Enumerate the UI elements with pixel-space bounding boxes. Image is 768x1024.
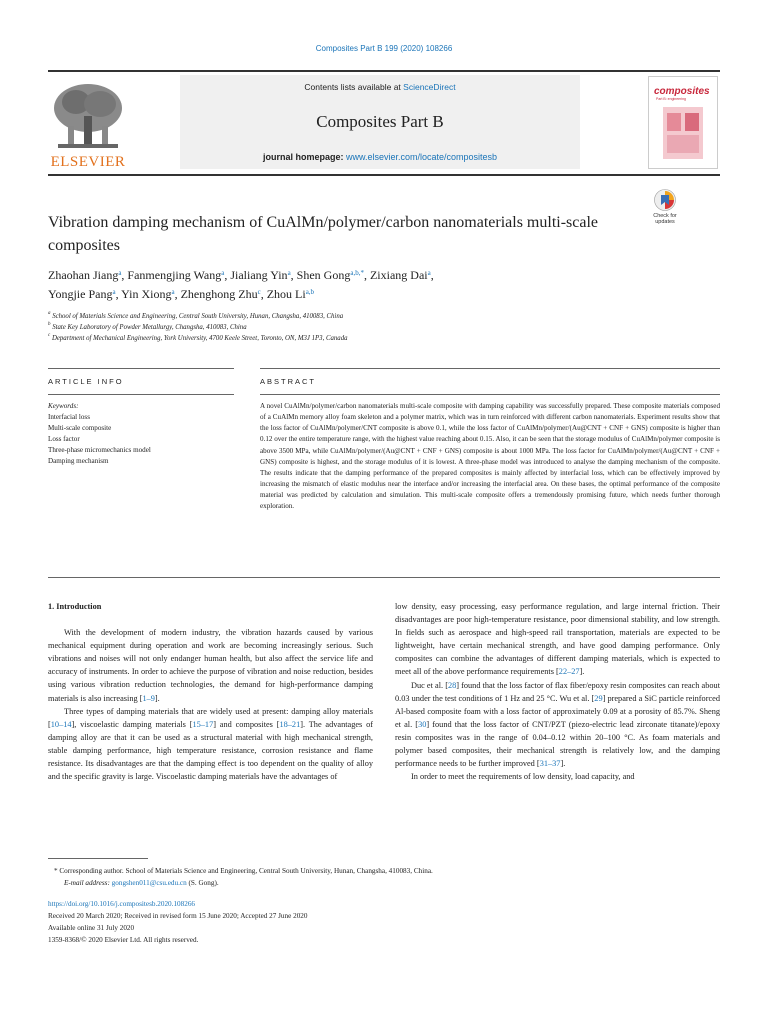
journal-masthead bbox=[48, 70, 720, 176]
masthead-center-panel bbox=[180, 75, 580, 169]
abstract-text: A novel CuAlMn/polymer/carbon nanomaterials multi-scale composite with damping capability was successfully prepared. These composite materials composed of a CuAlMn memory alloy foam skeleton and a polymer matrix, which was in turn reinforced with different carbon nanomaterials. Experiment results show that the loss factor of CuAlMn/polymer/CNT composite is above 0.1, while the loss factor of CuAlMn/polymer/(Au@CNT + CNF + GNS) composite is higher than 0.12 over the entire temperature range, with the highest value reaching about 0.15. Also, it can be seen that the storage modulus of CuAlMn/polymer composite is above 3500 MPa, while CuAlMn/polymer/(Au@CNT + CNF + GNS) composite is about 1000 MPa. The loss factor for CuAlMn/polymer/(Au@CNT + CNF + GNS) composite is highest, and the storage modulus of it is lowest. A three-phase model was introduced to analyse the damping mechanism of the composite. The results indicate that the damping performance of the prepared composites is mainly affected by interfacial loss, which can be effectively improved by increasing the mismatch of elastic modulus near the interface and/or increasing the interfacial area. On these bases, the optimal performance of the composite material was predicted by calculation and simulation. This multi-scale composite offers a tremendously promising future, which needs further thorough exploration. bbox=[260, 402, 720, 511]
author-affil-sup[interactable]: a,b bbox=[305, 288, 315, 296]
citation-link[interactable]: 28 bbox=[447, 680, 457, 690]
journal-reference[interactable] bbox=[0, 44, 768, 53]
check-updates-label-1: Check for bbox=[653, 213, 677, 219]
journal-reference-link[interactable]: Composites Part B 199 (2020) 108266 bbox=[315, 44, 453, 53]
cover-subtitle: Part B: engineering bbox=[656, 97, 686, 101]
abstract-heading: ABSTRACT bbox=[260, 377, 317, 386]
paragraph: Three types of damping materials that are widely used at present: damping alloy materials [10–14], viscoelastic damping materials [15–17] and composites [18–21]. The advantages of damping alloy are that it can be used as a structural material with high mechanical strength, stable damping performance, high temperature resistance, corrosion resistance and flame resistance. Its disadvantages are that the damping effect is too dependent on the quality of alloy and the specific gravity is large. Viscoelastic damping materials have the advantages of bbox=[48, 706, 373, 782]
citation-link[interactable]: 1–9 bbox=[142, 693, 155, 703]
author-affil-sup[interactable]: a bbox=[171, 288, 175, 296]
email-note: E-mail address: gongshen011@csu.edu.cn (S. Gong). bbox=[64, 879, 219, 887]
paragraph: In order to meet the requirements of low density, load capacity, and bbox=[411, 772, 635, 782]
citation-link[interactable]: 31–37 bbox=[539, 759, 561, 769]
divider bbox=[48, 577, 720, 578]
doi-link[interactable]: https://doi.org/10.1016/j.compositesb.2020.108266 bbox=[48, 900, 196, 908]
doi-line bbox=[48, 899, 708, 911]
author-name[interactable]: Yin Xiong bbox=[121, 287, 172, 301]
divider bbox=[260, 368, 720, 369]
author-affil-sup[interactable]: a bbox=[287, 269, 291, 277]
author-affil-sup[interactable]: a bbox=[221, 269, 225, 277]
check-updates-icon bbox=[654, 189, 676, 211]
author-name[interactable]: Yongjie Pang bbox=[48, 287, 113, 301]
journal-homepage-link[interactable]: www.elsevier.com/locate/compositesb bbox=[345, 152, 498, 162]
journal-homepage-line: journal homepage: www.elsevier.com/locate/compositesb bbox=[262, 152, 498, 162]
citation-link[interactable]: 30 bbox=[418, 719, 427, 729]
body-right-column bbox=[395, 600, 720, 783]
paragraph: low density, easy processing, easy performance regulation, and large internal friction. Their disadvantages are poor high-temperature resistance, poor dimensional stability, and low strength. In fields such as aerospace and high-speed rail transportation, materials are expected to be lightweight, have certain mechanical strength, and have good damping performance. Only composites can combine the advantages of different damping materials, which is expected to meet all of the above performance requirements [22–27]. bbox=[395, 602, 720, 677]
keyword-item: Damping mechanism bbox=[48, 457, 109, 465]
received-dates: Received 20 March 2020; Received in revised form 15 June 2020; Accepted 27 June 2020 bbox=[48, 912, 308, 920]
keywords-label: Keywords: bbox=[48, 402, 79, 410]
keyword-item: Interfacial loss bbox=[48, 413, 90, 421]
cover-title: composites bbox=[654, 86, 710, 97]
corresponding-author-note: * Corresponding author. School of Materials Science and Engineering, Central South University, Hunan, Changsha, 410083, China. bbox=[54, 867, 433, 875]
author-affil-sup[interactable]: a,b,* bbox=[350, 269, 364, 277]
keyword-item: Loss factor bbox=[48, 435, 80, 443]
author-affil-sup[interactable]: c bbox=[257, 288, 261, 296]
footnote-divider bbox=[48, 858, 148, 859]
body-left-column bbox=[48, 600, 373, 783]
keywords-list bbox=[48, 401, 228, 467]
paragraph: Duc et al. [28] found that the loss factor of flax fiber/epoxy resin composites can reach about 0.03 under the test conditions of 1 Hz and 25 °C. Wu et al. [29] prepared a SiC particle reinforced Al-based composite foam with a loss factor of approximately 0.09 at a porosity of 85.7%. Sheng et al. [30] found that the loss factor of CNT/PZT (piezo-electric lead zirconate titanate)/epoxy resin composites was in the range of 0.04–0.12 within 20–100 °C. As foam materials and polymer based composites, their mechanical strength is relatively low, and the damping performance needs to be further improved [31–37]. bbox=[395, 680, 721, 769]
check-updates-label-2: updates bbox=[655, 219, 675, 225]
check-for-updates-badge[interactable] bbox=[648, 189, 682, 229]
asterisk-marker: * bbox=[54, 867, 58, 875]
article-info-heading: ARTICLE INFO bbox=[48, 377, 124, 386]
citation-link[interactable]: 29 bbox=[594, 693, 603, 703]
citation-link[interactable]: 15–17 bbox=[192, 719, 214, 729]
section-heading-introduction: 1. Introduction bbox=[48, 602, 102, 611]
author-name[interactable]: Zhenghong Zhu bbox=[180, 287, 258, 301]
author-name[interactable]: Shen Gong bbox=[296, 268, 351, 282]
author-line-1: Zhaohan Jiang$^a$, Fanmengjing Wang$^a$, Jialiang Yin$^a$, Shen Gong$^{a,b,*}$, Zixiang Dai$^a$, bbox=[48, 268, 434, 282]
author-name[interactable]: Zhou Li bbox=[266, 287, 306, 301]
sciencedirect-link[interactable]: ScienceDirect bbox=[403, 82, 456, 92]
citation-link[interactable]: 18–21 bbox=[279, 719, 301, 729]
article-title: Vibration damping mechanism of CuAlMn/polymer/carbon nanomaterials multi-scale composites bbox=[48, 214, 599, 254]
author-name[interactable]: Zixiang Dai bbox=[369, 268, 428, 282]
author-name[interactable]: Jialiang Yin bbox=[230, 268, 288, 282]
citation-link[interactable]: 22–27 bbox=[558, 667, 580, 677]
elsevier-wordmark: ELSEVIER bbox=[50, 154, 126, 170]
author-affil-sup[interactable]: a bbox=[427, 269, 431, 277]
citation-link[interactable]: 10–14 bbox=[50, 719, 72, 729]
paragraph: With the development of modern industry, the vibration hazards caused by various mechanical equipment during operation and work are becoming increasingly serious. Such vibrations and noises will not only endanger human health, but also affect the service life and accuracy of instruments. In order to achieve the purpose of vibration and noise reduction, besides using various vibration reduction technologies, the demand for high-performance damping materials is also increasing [1–9]. bbox=[48, 628, 373, 703]
keyword-item: Three-phase micromechanics model bbox=[48, 446, 151, 454]
contents-line: Contents lists available at ScienceDirect bbox=[304, 82, 456, 92]
journal-title: Composites Part B bbox=[316, 112, 444, 131]
journal-cover-thumbnail[interactable] bbox=[648, 76, 718, 169]
divider bbox=[48, 368, 234, 369]
copyright-line: 1359-8368/© 2020 Elsevier Ltd. All rights reserved. bbox=[48, 936, 199, 944]
available-online: Available online 31 July 2020 bbox=[48, 924, 135, 932]
author-affil-sup[interactable]: a bbox=[118, 269, 122, 277]
affiliation-c: $^c$ Department of Mechanical Engineering, York University, 4700 Keele Street, Toronto, ON, M3J 1P3, Canada bbox=[48, 333, 348, 342]
author-name[interactable]: Fanmengjing Wang bbox=[127, 268, 222, 282]
keyword-item: Multi-scale composite bbox=[48, 424, 112, 432]
divider bbox=[48, 394, 234, 395]
email-link[interactable]: gongshen011@csu.edu.cn bbox=[111, 879, 187, 887]
author-affil-sup[interactable]: a bbox=[112, 288, 116, 296]
author-name[interactable]: Zhaohan Jiang bbox=[48, 268, 119, 282]
author-list bbox=[48, 266, 688, 304]
affiliation-b: $^b$ State Key Laboratory of Powder Metallurgy, Changsha, 410083, China bbox=[48, 322, 247, 331]
affiliation-a: $^a$ School of Materials Science and Engineering, Central South University, Hunan, Changsha, 410083, China bbox=[48, 311, 344, 320]
divider bbox=[260, 394, 720, 395]
author-line-2: Yongjie Pang$^a$, Yin Xiong$^a$, Zhenghong Zhu$^c$, Zhou Li$^{a,b}$ bbox=[48, 287, 315, 301]
cover-artwork bbox=[649, 101, 717, 169]
